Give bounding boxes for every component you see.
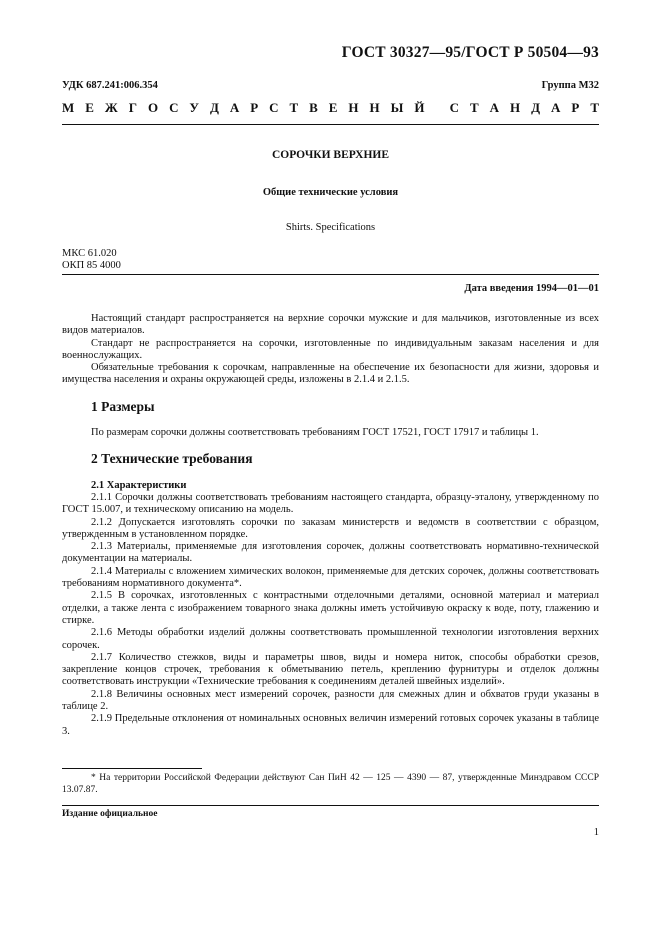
banner-letter: Е [328,100,338,115]
requirement-item: 2.1.1 Сорочки должны соответствовать требованиям настоящего стандарта, образцу-эталону, утвержденному по ГОСТ 15.007, и техническому описанию на модель. [62,491,599,516]
document-title: СОРОЧКИ ВЕРХНИЕ [271,149,390,161]
banner-letter: Р [571,100,580,115]
banner-letter: Е [85,100,94,115]
banner-letter: С [169,100,179,115]
banner-letter: А [229,100,240,115]
requirement-item: 2.1.5 В сорочках, изготовленных с контрастными отделочными деталями, основной материал и материал отделки, а также лента с изображением товарного знака должны иметь устойчивую окраску к воде, поту, глажению и стирке. [62,590,599,626]
banner-letter: Д [209,100,219,115]
group-code: Группа М32 [541,80,599,91]
requirement-item: 2.1.2 Допускается изготовлять сорочки по заказам министерств и ведомств в соответствии с образцом, утвержденным в установленном порядке. [62,516,599,540]
banner-letter: М [62,100,75,115]
banner-letter: Р [250,100,259,115]
banner-letter: У [189,100,199,115]
footnote-rule [62,768,202,769]
document-subtitle: Общие технические условия [262,187,399,198]
banner-letter: Н [510,100,521,115]
banner-letter: С [269,100,279,115]
intro-paragraph: Обязательные требования к сорочкам, направленные на обеспечение их безопасности для жизни, здоровья и имущества населения и охраны окружающей среды, изложены в 2.1.4 и 2.1.5. [62,362,599,386]
english-title: Shirts. Specifications [285,222,376,233]
udk-code: УДК 687.241:006.354 [62,80,158,91]
banner-letter: С [449,100,460,115]
banner-letter: Т [590,100,599,115]
banner-letter: Н [369,100,380,115]
section-paragraph: По размерам сорочки должны соответствовать требованиям ГОСТ 17521, ГОСТ 17917 и таблицы 1. [91,427,539,439]
requirement-item: 2.1.3 Материалы, применяемые для изготовления сорочек, должны соответствовать нормативно-технической документации на материалы. [62,541,599,565]
banner-spacer [435,100,438,116]
subsection-heading: 2.1 Характеристики [91,479,187,491]
banner-letter: Т [289,100,299,115]
okp-code: ОКП 85 4000 [62,259,121,271]
page-number: 1 [593,827,599,838]
introduction-date: Дата введения 1994—01—01 [464,283,599,294]
banner-letter: Д [531,100,541,115]
requirement-item: 2.1.7 Количество стежков, виды и параметры швов, виды и номера ниток, способы обработки срезов, закрепление концов строчек, требования к обметыванию петель, креплению фурнитуры и отделок должны соответствовать инструкции «Технические требования к соединениям деталей швейных изделий». [62,651,599,688]
intro-paragraph: Стандарт не распространяется на сорочки, изготовленные по индивидуальным заказам населения и для военнослужащих. [62,337,599,361]
banner-letter: Т [470,100,479,115]
banner-letter: Н [348,100,359,115]
banner-letter: Ы [390,100,404,115]
main-body [62,313,599,738]
codes-rule [62,274,599,275]
banner-letter: Й [414,100,425,115]
header-rule [62,124,599,125]
banner-letter: Г [128,100,137,115]
section-heading-sizes: 1 Размеры [91,398,155,414]
classification-codes [62,248,121,271]
official-edition-label: Издание официальное [62,809,158,819]
mks-code: МКС 61.020 [62,248,117,259]
requirement-item: 2.1.8 Величины основных мест измерений сорочек, разности для смежных длин и обхватов груди указаны в таблице 2. [62,688,599,713]
banner-letter: В [309,100,318,115]
banner-letter: А [551,100,561,115]
requirement-item: 2.1.9 Предельные отклонения от номинальных основных величин измерений готовых сорочек указаны в таблице 3. [62,713,599,737]
footnote: * На территории Российской Федерации действуют Сан ПиН 42 — 125 — 4390 — 87, утвержденные Минздравом СССР 13.07.87. [62,773,599,795]
section-heading-technical: 2 Технические требования [91,451,253,467]
banner-letter: Ж [104,100,118,115]
banner-letter: О [147,100,159,115]
requirement-item: 2.1.6 Методы обработки изделий должны соответствовать промышленной технологии изготовления верхних сорочек. [62,627,599,651]
requirement-item: 2.1.4 Материалы с вложением химических волокон, применяемые для детских сорочек, должны соответствовать требованиям нормативного документа*. [62,565,599,590]
interstate-standard-banner [62,100,599,116]
banner-letter: А [489,100,500,115]
footer-rule [62,805,599,806]
document-code: ГОСТ 30327—95/ГОСТ Р 50504—93 [341,44,599,61]
intro-paragraph: Настоящий стандарт распространяется на верхние сорочки мужские и для мальчиков, изготовленные из всех видов материалов. [62,313,599,337]
